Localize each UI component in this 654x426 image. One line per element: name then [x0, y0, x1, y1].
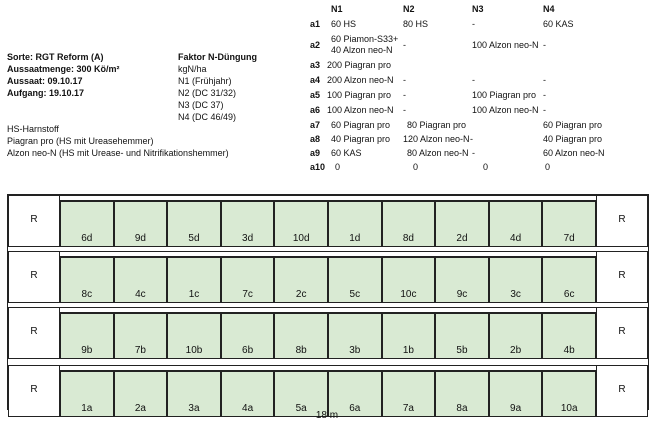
plot-2b — [489, 313, 543, 359]
cell-a2-n2: - — [403, 40, 406, 50]
cell-a4-n2: - — [403, 75, 406, 85]
cell-a8-n4: 40 Piagran pro — [543, 134, 603, 144]
row-label-a3: a3 — [310, 60, 321, 70]
plot-label: 9a — [510, 403, 522, 414]
border-label: R — [618, 384, 626, 395]
plot-7b — [114, 313, 168, 359]
plot-5d — [167, 201, 221, 247]
plot-label: 10c — [400, 289, 417, 300]
cell-a4-n3: - — [472, 75, 475, 85]
faktor-n4: N4 (DC 46/49) — [178, 112, 237, 122]
plot-label: 6d — [81, 233, 93, 244]
cell-a2-n1-line2: 40 Alzon neo-N — [331, 45, 393, 55]
plot-label: 5b — [456, 345, 468, 356]
plot-label: 9d — [134, 233, 146, 244]
plot-label: 5c — [349, 289, 361, 300]
plot-label: 2d — [456, 233, 468, 244]
cell-a5-n2: - — [403, 90, 406, 100]
cell-a2-n4: - — [543, 40, 546, 50]
row-label-a6: a6 — [310, 105, 321, 115]
plot-label: 10d — [292, 233, 310, 244]
plot-label: 7a — [402, 403, 414, 414]
sorte-label: Sorte: RGT Reform (A) — [7, 52, 104, 62]
border-label: R — [30, 384, 38, 395]
plot-9b — [60, 313, 114, 359]
cell-a6-n3: 100 Alzon neo-N — [472, 105, 539, 115]
plot-label: 10b — [185, 345, 203, 356]
cell-a8-n1: 40 Piagran pro — [331, 134, 391, 144]
row-label-a10: a10 — [310, 162, 326, 172]
cell-a1-n2: 80 HS — [403, 19, 429, 29]
plot-5b — [435, 313, 489, 359]
plot-label: 9b — [81, 345, 93, 356]
plot-1c — [167, 257, 221, 303]
cell-a7-n4: 60 Piagran pro — [543, 120, 603, 130]
field-plan — [7, 194, 649, 414]
aussaat-label: Aussaat: 09.10.17 — [7, 76, 83, 86]
header-n3: N3 — [472, 4, 484, 14]
cell-a4-n1: 200 Alzon neo-N — [327, 75, 394, 85]
row-label-a4: a4 — [310, 75, 321, 85]
cell-a9-n1: 60 KAS — [331, 148, 362, 158]
cell-a9-n4: 60 Alzon neo-N — [543, 148, 605, 158]
cell-a8-n3: - — [470, 134, 473, 144]
border-label: R — [30, 270, 38, 281]
row-label-a1: a1 — [310, 19, 321, 29]
cell-a6-n2: - — [403, 105, 406, 115]
cell-a10-n1: 0 — [335, 162, 341, 172]
plot-label: 4c — [135, 289, 146, 300]
plot-5c — [328, 257, 382, 303]
plot-label: 3c — [510, 289, 521, 300]
plot-label: 2c — [295, 289, 307, 300]
plot-label: 9c — [456, 289, 468, 300]
plot-label: 7b — [134, 345, 146, 356]
plot-label: 8a — [456, 403, 468, 414]
row-label-a7: a7 — [310, 120, 321, 130]
header-n4: N4 — [543, 4, 555, 14]
plot-10b — [167, 313, 221, 359]
plot-label: 1a — [81, 403, 93, 414]
plot-9d — [114, 201, 168, 247]
plot-10c — [382, 257, 436, 303]
header-n2: N2 — [403, 4, 415, 14]
plot-7d — [542, 201, 596, 247]
plot-4c — [114, 257, 168, 303]
border-cell-right — [596, 307, 648, 359]
cell-a9-n2: 80 Alzon neo-N — [407, 148, 469, 158]
row-label-a9: a9 — [310, 148, 321, 158]
plot-label: 1d — [349, 233, 361, 244]
border-cell-left — [8, 195, 60, 247]
plot-label: 4d — [510, 233, 522, 244]
header-n1: N1 — [331, 4, 343, 14]
plot-1d — [328, 201, 382, 247]
plot-3c — [489, 257, 543, 303]
plot-label: 4b — [563, 345, 575, 356]
faktor-title: Faktor N-Düngung — [178, 52, 257, 62]
plot-label: 3a — [188, 403, 200, 414]
cell-a7-n2: 80 Piagran pro — [407, 120, 467, 130]
border-cell-right — [596, 195, 648, 247]
border-cell-left — [8, 307, 60, 359]
plot-label: 5d — [188, 233, 200, 244]
plot-label: 1b — [402, 345, 414, 356]
plot-label: 7d — [563, 233, 575, 244]
scale-label: 18 m — [315, 410, 339, 421]
cell-a5-n1: 100 Piagran pro — [327, 90, 392, 100]
plot-label: 7c — [242, 289, 253, 300]
plot-2c — [274, 257, 328, 303]
cell-a7-n1: 60 Piagran pro — [331, 120, 391, 130]
cell-a6-n4: - — [543, 105, 546, 115]
border-cell-right — [596, 251, 648, 303]
plot-label: 4a — [242, 403, 254, 414]
plot-label: 8d — [402, 233, 414, 244]
plot-2d — [435, 201, 489, 247]
cell-a10-n4: 0 — [545, 162, 551, 172]
cell-a10-n2: 0 — [413, 162, 419, 172]
cell-a3-n1: 200 Piagran pro — [327, 60, 392, 70]
cell-a1-n4: 60 KAS — [543, 19, 574, 29]
border-label: R — [618, 326, 626, 337]
plot-9c — [435, 257, 489, 303]
plot-label: 6c — [563, 289, 575, 300]
plot-label: 5a — [295, 403, 307, 414]
border-label: R — [30, 214, 38, 225]
plot-7c — [221, 257, 275, 303]
legend-piagran: Piagran pro (HS mit Ureasehemmer) — [7, 136, 154, 146]
plot-8b — [274, 313, 328, 359]
plot-6b — [221, 313, 275, 359]
cell-a8-n2: 120 Alzon neo-N — [403, 134, 470, 144]
plot-label: 8c — [81, 289, 93, 300]
row-label-a5: a5 — [310, 90, 321, 100]
border-cell-left — [8, 251, 60, 303]
border-label: R — [618, 270, 626, 281]
legend-alzon: Alzon neo-N (HS mit Urease- und Nitrifikationshemmer) — [7, 148, 229, 158]
plot-8c — [60, 257, 114, 303]
plot-6d — [60, 201, 114, 247]
row-label-a8: a8 — [310, 134, 321, 144]
plot-label: 1c — [188, 289, 200, 300]
plot-label: 6b — [242, 345, 254, 356]
plot-label: 3d — [242, 233, 254, 244]
plot-4d — [489, 201, 543, 247]
plot-6c — [542, 257, 596, 303]
plot-4b — [542, 313, 596, 359]
plot-label: 8b — [295, 345, 307, 356]
cell-a5-n4: - — [543, 90, 546, 100]
cell-a1-n3: - — [472, 19, 475, 29]
plot-label: 2b — [510, 345, 522, 356]
aufgang-label: Aufgang: 19.10.17 — [7, 88, 85, 98]
cell-a9-n3: - — [472, 148, 475, 158]
cell-a4-n4: - — [543, 75, 546, 85]
plot-10d — [274, 201, 328, 247]
cell-a2-n3: 100 Alzon neo-N — [472, 40, 539, 50]
plot-1b — [382, 313, 436, 359]
cell-a2-n1: 60 Piamon-S33+ — [331, 34, 399, 44]
faktor-n3: N3 (DC 37) — [178, 100, 224, 110]
faktor-n2: N2 (DC 31/32) — [178, 88, 237, 98]
cell-a10-n3: 0 — [483, 162, 489, 172]
faktor-n1: N1 (Frühjahr) — [178, 76, 232, 86]
border-label: R — [618, 214, 626, 225]
cell-a6-n1: 100 Alzon neo-N — [327, 105, 394, 115]
row-label-a2: a2 — [310, 40, 321, 50]
faktor-unit: kgN/ha — [178, 64, 207, 74]
cell-a1-n1: 60 HS — [331, 19, 357, 29]
cell-a5-n3: 100 Piagran pro — [472, 90, 537, 100]
plot-label: 6a — [349, 403, 361, 414]
border-label: R — [30, 326, 38, 337]
plot-3b — [328, 313, 382, 359]
aussaatmenge-label: Aussaatmenge: 300 Kö/m² — [7, 64, 120, 74]
legend-hs: HS-Harnstoff — [7, 124, 59, 134]
plot-label: 3b — [349, 345, 361, 356]
plot-8d — [382, 201, 436, 247]
plot-label: 10a — [560, 403, 578, 414]
plot-3d — [221, 201, 275, 247]
plot-label: 2a — [134, 403, 146, 414]
